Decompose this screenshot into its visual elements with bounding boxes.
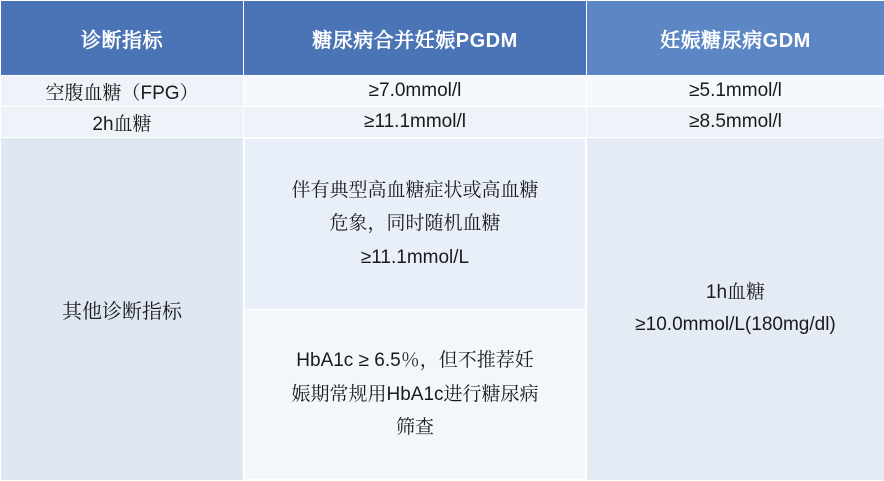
row-label-other-criteria: 其他诊断指标 bbox=[1, 138, 244, 481]
pgdm-subrow-hba1c bbox=[245, 309, 586, 479]
cell-2h-glucose-gdm: ≥8.5mmol/l bbox=[587, 107, 884, 138]
table-row bbox=[1, 107, 884, 138]
table-header bbox=[1, 1, 884, 76]
cell-other-criteria-gdm bbox=[587, 138, 884, 481]
pgdm-item-line-2: 危象，同时随机血糖 bbox=[329, 213, 501, 235]
cell-fasting-glucose-pgdm: ≥7.0mmol/l bbox=[244, 76, 587, 107]
pgdm-item-line-1: 伴有典型高血糖症状或高血糖 bbox=[291, 180, 539, 202]
column-header-gdm: 妊娠糖尿病GDM bbox=[587, 1, 884, 76]
row-label-fasting-glucose: 空腹血糖（FPG） bbox=[1, 76, 244, 107]
cell-other-criteria-pgdm bbox=[244, 138, 587, 481]
pgdm-item-line-3: ≥11.1mmol/L bbox=[360, 246, 470, 268]
column-header-pgdm: 糖尿病合并妊娠PGDM bbox=[244, 1, 587, 76]
pgdm-hba1c-line-1: HbA1c ≥ 6.5％，但不推荐妊 bbox=[296, 350, 534, 372]
table-header-row bbox=[1, 1, 884, 76]
pgdm-item-random-glucose bbox=[245, 139, 586, 309]
cell-fasting-glucose-gdm: ≥5.1mmol/l bbox=[587, 76, 884, 107]
pgdm-hba1c-line-2: 娠期常规用HbA1c进行糖尿病 bbox=[291, 383, 539, 405]
pgdm-subrow-hyperglycemia bbox=[245, 139, 586, 309]
gdm-1h-glucose-label: 1h血糖 bbox=[705, 281, 766, 303]
table-body bbox=[1, 76, 884, 481]
table-row bbox=[1, 76, 884, 107]
row-label-2h-glucose: 2h血糖 bbox=[1, 107, 244, 138]
column-header-indicator: 诊断指标 bbox=[1, 1, 244, 76]
pgdm-hba1c-line-3: 筛查 bbox=[395, 416, 434, 438]
pgdm-subtable bbox=[244, 138, 586, 480]
pgdm-item-hba1c bbox=[245, 309, 586, 479]
table-row-other-criteria bbox=[1, 138, 884, 481]
cell-2h-glucose-pgdm: ≥11.1mmol/l bbox=[244, 107, 587, 138]
gdm-1h-glucose-value: ≥10.0mmol/L(180mg/dl) bbox=[635, 314, 836, 336]
